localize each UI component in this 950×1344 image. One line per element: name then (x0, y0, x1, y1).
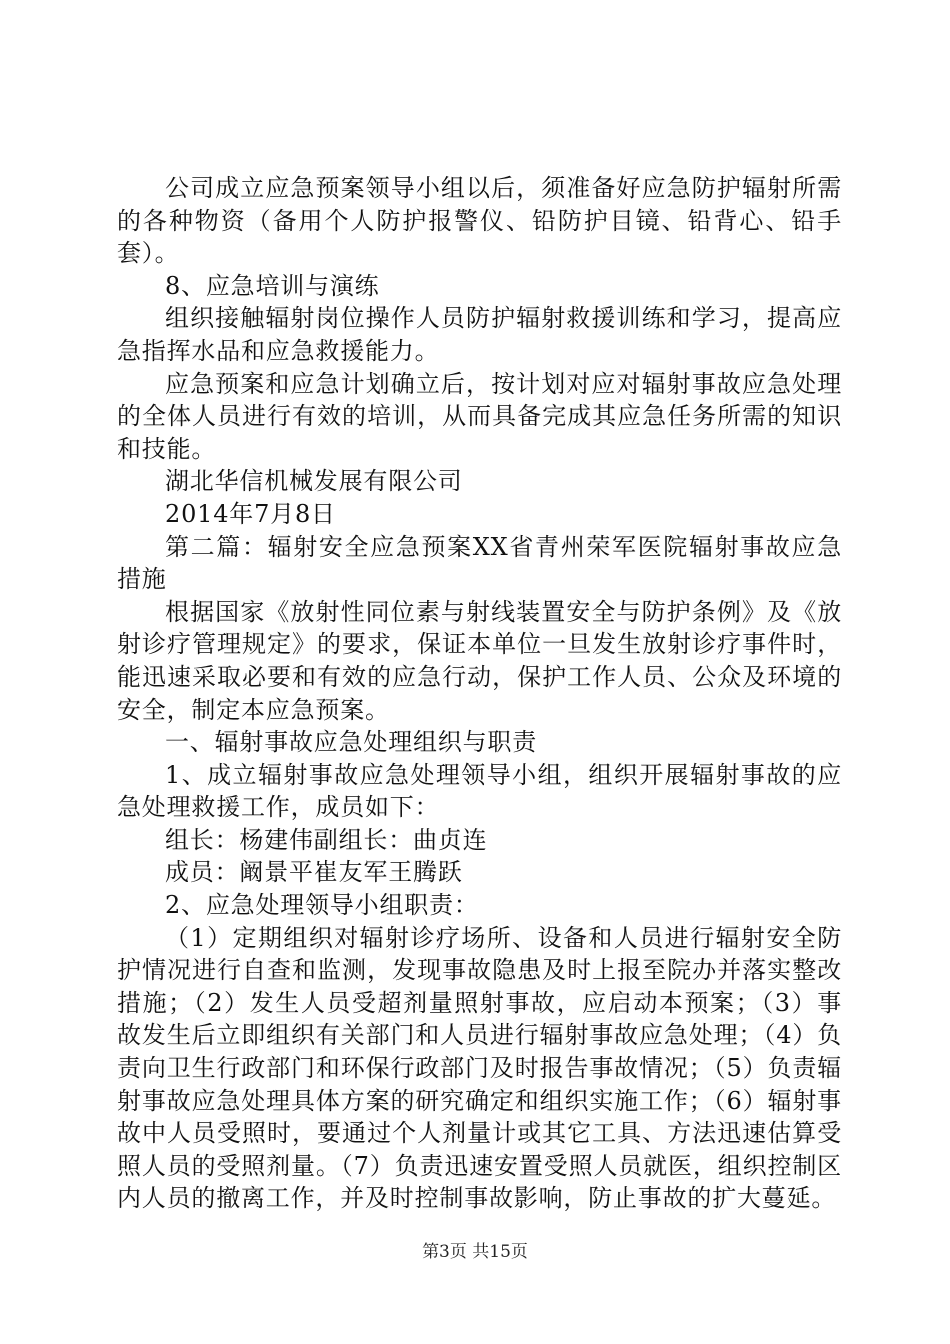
group-members: 成员：阚景平崔友军王腾跃 (165, 858, 463, 887)
document-body (117, 172, 842, 1215)
paragraph-leading-group: 1、成立辐射事故应急处理领导小组，组织开展辐射事故的应急处理救援工作，成员如下： (117, 760, 842, 822)
section-heading-organization: 一、辐射事故应急处理组织与职责 (165, 728, 537, 757)
paragraph-training: 组织接触辐射岗位操作人员防护辐射救援训练和学习，提高应急指挥水品和应急救援能力。 (117, 304, 842, 365)
paragraph-duties: （1）定期组织对辐射诊疗场所、设备和人员进行辐射安全防护情况进行自查和监测，发现事故隐患及时上报至院办并落实整改措施；（2）发生人员受超剂量照射事故，应启动本预案；（3）事故发生后立即组织有关部门和人员进行辐射事故应急处理；（4）负责向卫生行政部门和环保行政部门及时报告事故情况；（5）负责辐射事故应急处理具体方案的研究确定和组织实施工作；（6）辐射事故中人员受照时，要通过个人剂量计或其它工具、方法迅速估算受照人员的受照剂量。（7）负责迅速安置受照人员就医，组织控制区内人员的撤离工作，并及时控制事故影响，防止事故的扩大蔓延。 (117, 923, 842, 1213)
paragraph-basis: 根据国家《放射性同位素与射线装置安全与防护条例》及《放射诊疗管理规定》的要求，保证本单位一旦发生放射诊疗事件时，能迅速采取必要和有效的应急行动，保护工作人员、公众及环境的安全，制定本应急预案。 (117, 597, 842, 724)
document-date: 2014年7月8日 (165, 499, 336, 528)
company-name: 湖北华信机械发展有限公司 (165, 467, 463, 496)
section-heading-training: 8、应急培训与演练 (165, 271, 380, 300)
page-footer: 第3页 共15页 (422, 1242, 528, 1262)
paragraph-plan-training: 应急预案和应急计划确立后，按计划对应对辐射事故应急处理的全体人员进行有效的培训，从而具备完成其应急任务所需的知识和技能。 (117, 369, 842, 463)
paragraph-materials: 公司成立应急预案领导小组以后，须准备好应急防护辐射所需的各种物资（备用个人防护报警仪、铅防护目镜、铅背心、铅手套）。 (117, 174, 842, 268)
section-heading-duties: 2、应急处理领导小组职责： (165, 891, 479, 920)
chapter-title: 第二篇：辐射安全应急预案XX省青州荣军医院辐射事故应急措施 (117, 532, 842, 594)
group-leaders: 组长：杨建伟副组长：曲贞连 (165, 825, 488, 854)
